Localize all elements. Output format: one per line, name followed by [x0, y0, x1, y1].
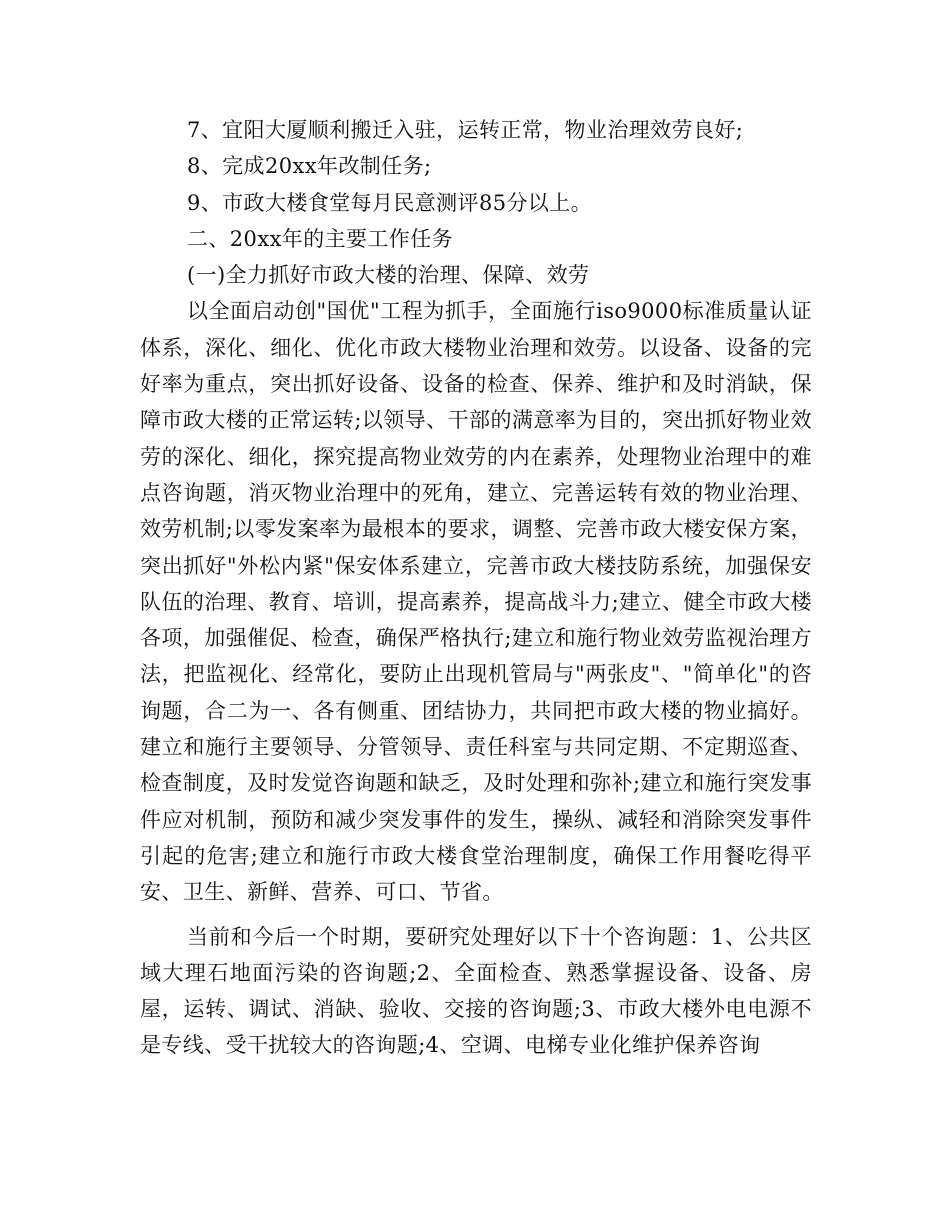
list-item: 8、完成20xx年改制任务;: [187, 154, 432, 179]
list-item: 9、市政大楼食堂每月民意测评85分以上。: [187, 190, 593, 215]
subsection-heading: (一)全力抓好市政大楼的治理、保障、效劳: [187, 263, 590, 288]
body-paragraph: 当前和今后一个时期，要研究处理好以下十个咨询题：1、公共区域大理石地面污染的咨询题;2、全面检查、熟悉掌握设备、设备、房屋，运转、调试、消缺、验收、交接的咨询题;3、市政大楼外电电源不是专线、受干扰较大的咨询题;4、空调、电梯专业化维护保养咨询: [140, 924, 812, 1058]
list-item: 7、宜阳大厦顺利搬迁入驻，运转正常，物业治理效劳良好;: [187, 118, 744, 142]
document-body: [140, 112, 812, 1064]
body-paragraph: 以全面启动创"国优"工程为抓手，全面施行iso9000标准质量认证体系，深化、细化、优化市政大楼物业治理和效劳。以设备、设备的完好率为重点，突出抓好设备、设备的检查、保养、维护和及时消缺，保障市政大楼的正常运转;以领导、干部的满意率为目的，突出抓好物业效劳的深化、细化，探究提高物业效劳的内在素养，处理物业治理中的难点咨询题，消灭物业治理中的死角，建立、完善运转有效的物业治理、效劳机制;以零发案率为最根本的要求，调整、完善市政大楼安保方案，突出抓好"外松内紧"保安体系建立，完善市政大楼技防系统，加强保安队伍的治理、教育、培训，提高素养，提高战斗力;建立、健全市政大楼各项，加强催促、检查，确保严格执行;建立和施行物业效劳监视治理方法，把监视化、经常化，要防止出现机管局与"两张皮"、"简单化"的咨询题，合二为一、各有侧重、团结协力，共同把市政大楼的物业搞好。建立和施行主要领导、分管领导、责任科室与共同定期、不定期巡查、检查制度，及时发觉咨询题和缺乏，及时处理和弥补;建立和施行突发事件应对机制，预防和减少突发事件的发生，操纵、减轻和消除突发事件引起的危害;建立和施行市政大楼食堂治理制度，确保工作用餐吃得平安、卫生、新鲜、营养、可口、节省。: [140, 299, 812, 905]
section-heading: 二、20xx年的主要工作任务: [187, 226, 454, 251]
